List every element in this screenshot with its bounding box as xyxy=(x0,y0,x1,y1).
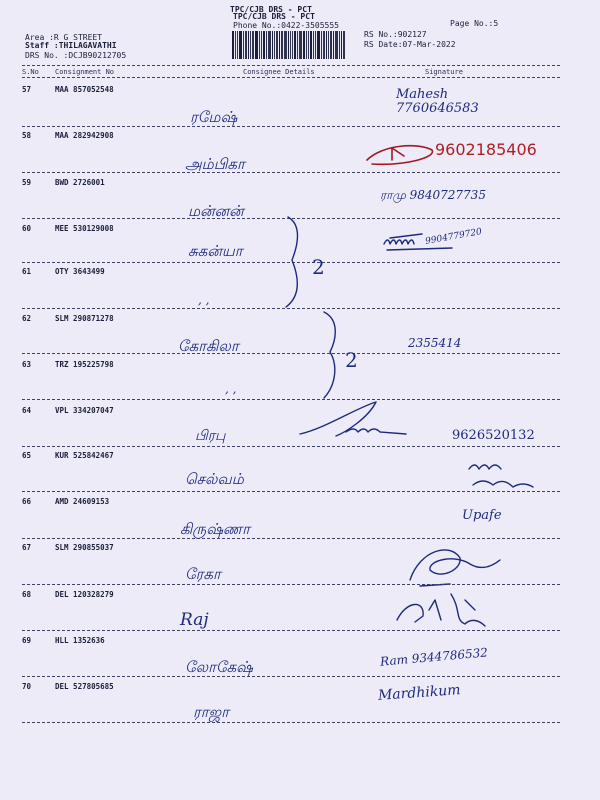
row-consignee-handwritten: கிருஷ்ணா xyxy=(180,520,250,538)
barcode-bar xyxy=(308,31,309,59)
signature-scribble xyxy=(465,455,555,495)
header-divider-bottom xyxy=(22,77,560,78)
col-header-sno: S.No xyxy=(22,68,39,76)
barcode-bar xyxy=(266,31,267,59)
row-consignment: DEL 120328279 xyxy=(55,590,114,599)
row-consignee-handwritten: ராஜா xyxy=(193,703,229,721)
barcode-image xyxy=(232,31,350,59)
barcode-bar xyxy=(237,31,238,59)
drs-number: DRS No. :DCJB90212705 xyxy=(25,51,127,60)
row-sno: 66 xyxy=(22,497,32,506)
barcode-bar xyxy=(276,31,278,59)
row-sno: 68 xyxy=(22,590,32,599)
barcode-bar xyxy=(250,31,251,59)
header-title-line2: TPC/CJB DRS - PCT xyxy=(233,12,315,21)
barcode-bar xyxy=(323,31,325,59)
barcode-bar xyxy=(272,31,273,59)
barcode-bar xyxy=(252,31,254,59)
row-sno: 65 xyxy=(22,451,32,460)
barcode-bar xyxy=(313,31,314,59)
col-header-signature: Signature xyxy=(425,68,463,76)
row-signature-handwritten: ராமு 9840727735 xyxy=(380,188,486,202)
bracket-count: 2 xyxy=(312,255,325,279)
ditto-mark: , , xyxy=(198,293,210,307)
barcode-bar xyxy=(330,31,332,59)
row-divider xyxy=(22,630,560,631)
row-consignment: BWD 2726001 xyxy=(55,178,105,187)
row-sno: 64 xyxy=(22,406,32,415)
barcode-bar xyxy=(326,31,327,59)
row-signature-handwritten: 9904779720 xyxy=(424,227,483,247)
row-signature-handwritten: 9626520132 xyxy=(452,428,535,443)
row-divider xyxy=(22,126,560,127)
row-signature-handwritten: 9602185406 xyxy=(435,140,537,159)
barcode-bar xyxy=(297,31,298,59)
barcode-bar xyxy=(294,31,296,59)
row-consignment: OTY 3643499 xyxy=(55,267,105,276)
barcode-bar xyxy=(255,31,258,59)
row-sno: 61 xyxy=(22,267,32,276)
row-signature-handwritten: 2355414 xyxy=(408,336,462,350)
barcode-bar xyxy=(288,31,289,59)
row-consignee-handwritten: செல்வம் xyxy=(185,470,244,488)
row-signature-handwritten: Mardhikum xyxy=(377,682,462,704)
barcode-bar xyxy=(335,31,338,59)
area-label: Area :R G STREET xyxy=(25,33,103,42)
barcode-bar xyxy=(306,31,307,59)
row-consignment: DEL 527805685 xyxy=(55,682,114,691)
barcode-bar xyxy=(310,31,312,59)
barcode-bar xyxy=(299,31,302,59)
barcode-bar xyxy=(279,31,280,59)
row-sno: 69 xyxy=(22,636,32,645)
barcode-bar xyxy=(292,31,293,59)
barcode-bar xyxy=(321,31,322,59)
ditto-mark: , , xyxy=(225,382,237,396)
row-consignment: MEE 530129008 xyxy=(55,224,114,233)
header-divider-top xyxy=(22,65,560,66)
row-consignee-handwritten: கோகிலா xyxy=(178,337,239,355)
barcode-bar xyxy=(328,31,329,59)
barcode-bar xyxy=(341,31,342,59)
header-phone: Phone No.:0422-3505555 xyxy=(233,21,339,30)
row-consignee-handwritten: Raj xyxy=(180,610,209,630)
barcode-bar xyxy=(339,31,340,59)
barcode-bar xyxy=(317,31,320,59)
barcode-bar xyxy=(261,31,262,59)
row-divider xyxy=(22,722,560,723)
row-consignee-handwritten: சுகன்யா xyxy=(188,242,243,260)
row-signature-handwritten: Mahesh 7760646583 xyxy=(396,87,479,116)
row-signature-handwritten: Ram 9344786532 xyxy=(379,645,489,669)
row-consignment: HLL 1352636 xyxy=(55,636,105,645)
row-divider xyxy=(22,538,560,539)
row-divider xyxy=(22,353,560,354)
header-title-line1: TPC/CJB DRS - PCT xyxy=(230,5,312,14)
row-sno: 67 xyxy=(22,543,32,552)
row-consignee-handwritten: பிரபு xyxy=(195,428,226,444)
row-sno: 58 xyxy=(22,131,32,140)
row-divider xyxy=(22,491,560,492)
barcode-bar xyxy=(303,31,305,59)
bracket-count: 2 xyxy=(345,348,358,372)
signature-scribble xyxy=(395,590,505,630)
row-sno: 57 xyxy=(22,85,32,94)
row-consignment: VPL 334207047 xyxy=(55,406,114,415)
row-sno: 62 xyxy=(22,314,32,323)
barcode-bar xyxy=(284,31,287,59)
row-consignee-handwritten: மன்னன் xyxy=(188,202,244,220)
signature-scribble-red xyxy=(362,140,442,170)
barcode-bar xyxy=(343,31,345,59)
rs-number: RS No.:902127 xyxy=(364,30,427,39)
row-consignment: MAA 857052548 xyxy=(55,85,114,94)
row-consignment: KUR 525842467 xyxy=(55,451,114,460)
row-consignee-handwritten: ரேகா xyxy=(185,565,221,583)
barcode-bar xyxy=(259,31,260,59)
barcode-bar xyxy=(239,31,242,59)
row-sno: 59 xyxy=(22,178,32,187)
row-consignee-handwritten: லோகேஷ் xyxy=(185,658,253,676)
barcode-bar xyxy=(245,31,247,59)
row-divider xyxy=(22,676,560,677)
row-divider xyxy=(22,446,560,447)
barcode-bar xyxy=(281,31,283,59)
col-header-consignment: Consignment No xyxy=(55,68,115,76)
row-divider xyxy=(22,308,560,309)
row-divider xyxy=(22,584,560,585)
barcode-bar xyxy=(333,31,334,59)
barcode-bar xyxy=(268,31,271,59)
barcode-bar xyxy=(263,31,265,59)
barcode-bar xyxy=(274,31,275,59)
rs-date: RS Date:07-Mar-2022 xyxy=(364,40,456,49)
row-consignment: MAA 282942908 xyxy=(55,131,114,140)
barcode-bar xyxy=(290,31,291,59)
row-divider xyxy=(22,399,560,400)
barcode-bar xyxy=(248,31,249,59)
row-signature-handwritten: Upafe xyxy=(462,508,502,523)
col-header-details: Consignee Details xyxy=(243,68,315,76)
signature-scribble xyxy=(296,398,416,442)
row-consignee-handwritten: அம்பிகா xyxy=(185,155,245,173)
page-number: Page No.:5 xyxy=(450,19,499,28)
row-sno: 63 xyxy=(22,360,32,369)
row-consignment: TRZ 195225798 xyxy=(55,360,114,369)
barcode-bar xyxy=(232,31,234,59)
row-sno: 70 xyxy=(22,682,32,691)
staff-label: Staff :THILAGAVATHI xyxy=(25,41,117,50)
row-sno: 60 xyxy=(22,224,32,233)
row-consignee-handwritten: ரமேஷ் xyxy=(190,108,238,126)
row-consignment: AMD 24609153 xyxy=(55,497,110,506)
barcode-bar xyxy=(235,31,236,59)
row-consignment: SLM 290871278 xyxy=(55,314,114,323)
row-consignment: SLM 290855037 xyxy=(55,543,114,552)
row-divider xyxy=(22,172,560,173)
signature-scribble xyxy=(400,540,510,590)
barcode-bar xyxy=(243,31,244,59)
barcode-bar xyxy=(315,31,316,59)
